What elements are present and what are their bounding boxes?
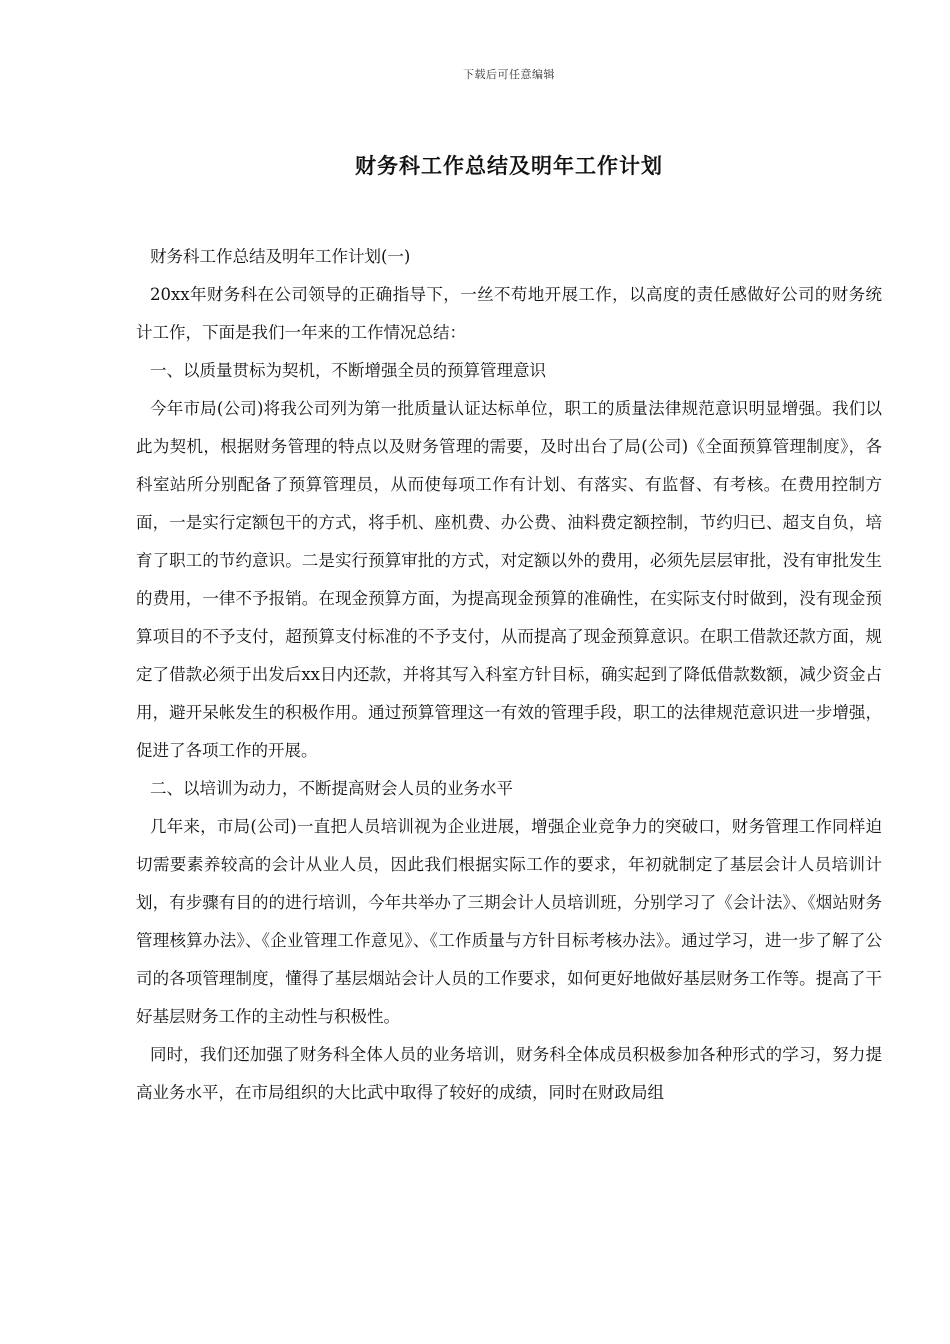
- paragraph-section-1: 今年市局(公司)将我公司列为第一批质量认证达标单位，职工的质量法律规范意识明显增强。我们以此为契机，根据财务管理的特点以及财务管理的需要，及时出台了局(公司)《全面预算管理制度》，各科室站所分别配备了预算管理员，从而使每项工作有计划、有落实、有监督、有考核。在费用控制方面，一是实行定额包干的方式，将手机、座机费、办公费、油料费定额控制，节约归已、超支自负，培育了职工的节约意识。二是实行预算审批的方式，对定额以外的费用，必须先层层审批，没有审批发生的费用，一律不予报销。在现金预算方面，为提高现金预算的准确性，在实际支付时做到，没有现金预算项目的不予支付，超预算支付标准的不予支付，从而提高了现金预算意识。在职工借款还款方面，规定了借款必须于出发后xx日内还款，并将其写入科室方针目标，确实起到了降低借款数额，减少资金占用，避开呆帐发生的积极作用。通过预算管理这一有效的管理手段，职工的法律规范意识进一步增强，促进了各项工作的开展。: [136, 399, 882, 760]
- paragraph-intro: 20xx年财务科在公司领导的正确指导下，一丝不苟地开展工作，以高度的责任感做好公司的财务统计工作，下面是我们一年来的工作情况总结：: [136, 285, 882, 342]
- paragraph-section-2: 几年来，市局(公司)一直把人员培训视为企业进展，增强企业竞争力的突破口，财务管理工作同样迫切需要素养较高的会计从业人员，因此我们根据实际工作的要求，年初就制定了基层会计人员培训计划，有步骤有目的的进行培训，今年共举办了三期会计人员培训班，分别学习了《会计法》、《烟站财务管理核算办法》、《企业管理工作意见》、《工作质量与方针目标考核办法》。通过学习，进一步了解了公司的各项管理制度，懂得了基层烟站会计人员的工作要求，如何更好地做好基层财务工作等。提高了干好基层财务工作的主动性与积极性。: [136, 817, 882, 1026]
- paragraph-subtitle: 财务科工作总结及明年工作计划(一): [150, 247, 411, 266]
- paragraph-section-2-cont: 同时，我们还加强了财务科全体人员的业务培训，财务科全体成员积极参加各种形式的学习，努力提高业务水平，在市局组织的大比武中取得了较好的成绩，同时在财政局组: [136, 1045, 882, 1102]
- header-note: 下载后可任意编辑: [463, 68, 555, 81]
- document-body: [136, 238, 882, 1112]
- document-title: 财务科工作总结及明年工作计划: [355, 154, 663, 178]
- section-heading-1: 一、以质量贯标为契机，不断增强全员的预算管理意识: [150, 361, 546, 380]
- section-heading-2: 二、以培训为动力，不断提高财会人员的业务水平: [150, 779, 513, 798]
